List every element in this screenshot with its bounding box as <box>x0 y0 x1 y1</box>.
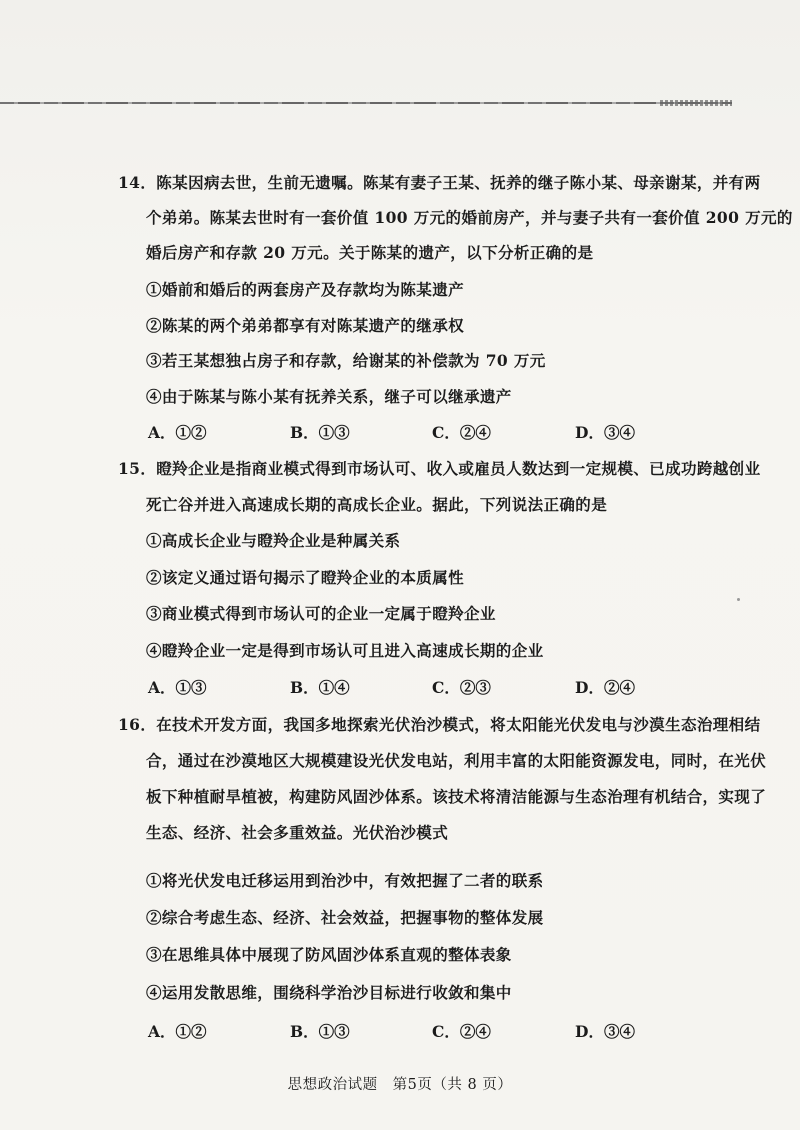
question-16-stem-line-3: 板下种植耐旱植被，构建防风固沙体系。该技术将清洁能源与生态治理有机结合，实现了 <box>146 787 767 806</box>
header-rule-line <box>0 102 732 104</box>
question-15-stem-line-1: 15．瞪羚企业是指商业模式得到市场认可、收入或雇员人数达到一定规模、已成功跨越创业 <box>118 459 761 478</box>
question-14-option-c: C．②④ <box>432 423 491 442</box>
question-16-stem-line-4: 生态、经济、社会多重效益。光伏治沙模式 <box>146 823 449 842</box>
question-15-item-2: ②该定义通过语句揭示了瞪羚企业的本质属性 <box>146 568 465 587</box>
question-16-option-b: B．①③ <box>290 1022 350 1041</box>
question-15-option-d: D．②④ <box>575 678 635 697</box>
question-14-option-d: D．③④ <box>575 423 635 442</box>
question-16-option-d: D．③④ <box>575 1022 635 1041</box>
question-15-stem-line-2: 死亡谷并进入高速成长期的高成长企业。据此，下列说法正确的是 <box>146 495 608 514</box>
question-16-option-c: C．②④ <box>432 1022 491 1041</box>
question-14-stem-line-3: 婚后房产和存款 20 万元。关于陈某的遗产，以下分析正确的是 <box>146 243 594 262</box>
question-15-item-1: ①高成长企业与瞪羚企业是种属关系 <box>146 531 401 550</box>
question-16-option-a: A．①② <box>148 1022 207 1041</box>
question-14-item-4: ④由于陈某与陈小某有抚养关系，继子可以继承遗产 <box>146 387 512 406</box>
question-15-item-4: ④瞪羚企业一定是得到市场认可且进入高速成长期的企业 <box>146 641 544 660</box>
question-14-item-2: ②陈某的两个弟弟都享有对陈某遗产的继承权 <box>146 316 465 335</box>
question-14-option-a: A．①② <box>148 423 207 442</box>
question-15-option-a: A．①③ <box>148 678 207 697</box>
question-14-option-b: B．①③ <box>290 423 350 442</box>
question-14-item-1: ①婚前和婚后的两套房产及存款均为陈某遗产 <box>146 280 465 299</box>
question-15-option-c: C．②③ <box>432 678 491 697</box>
question-15-option-b: B．①④ <box>290 678 350 697</box>
question-14-stem-line-1: 14．陈某因病去世，生前无遗嘱。陈某有妻子王某、抚养的继子陈小某、母亲谢某，并有两 <box>118 173 761 192</box>
page-footer: 思想政治试题 第5页（共 8 页） <box>287 1077 513 1093</box>
scan-speck <box>737 598 740 601</box>
question-16-stem-line-2: 合，通过在沙漠地区大规模建设光伏发电站，利用丰富的太阳能资源发电，同时，在光伏 <box>146 751 767 770</box>
header-rule-tick <box>660 100 732 106</box>
question-14-stem-line-2: 个弟弟。陈某去世时有一套价值 100 万元的婚前房产，并与妻子共有一套价值 200 万元的 <box>146 208 793 227</box>
question-15-item-3: ③商业模式得到市场认可的企业一定属于瞪羚企业 <box>146 604 496 623</box>
question-16-item-2: ②综合考虑生态、经济、社会效益，把握事物的整体发展 <box>146 908 544 927</box>
header-rule <box>0 100 732 106</box>
question-14-item-3: ③若王某想独占房子和存款，给谢某的补偿款为 70 万元 <box>146 351 546 370</box>
question-16-item-4: ④运用发散思维，围绕科学治沙目标进行收敛和集中 <box>146 983 512 1002</box>
question-16-item-3: ③在思维具体中展现了防风固沙体系直观的整体表象 <box>146 945 512 964</box>
question-16-stem-line-1: 16．在技术开发方面，我国多地探索光伏治沙模式，将太阳能光伏发电与沙漠生态治理相结 <box>118 715 761 734</box>
question-16-item-1: ①将光伏发电迁移运用到治沙中，有效把握了二者的联系 <box>146 871 544 890</box>
